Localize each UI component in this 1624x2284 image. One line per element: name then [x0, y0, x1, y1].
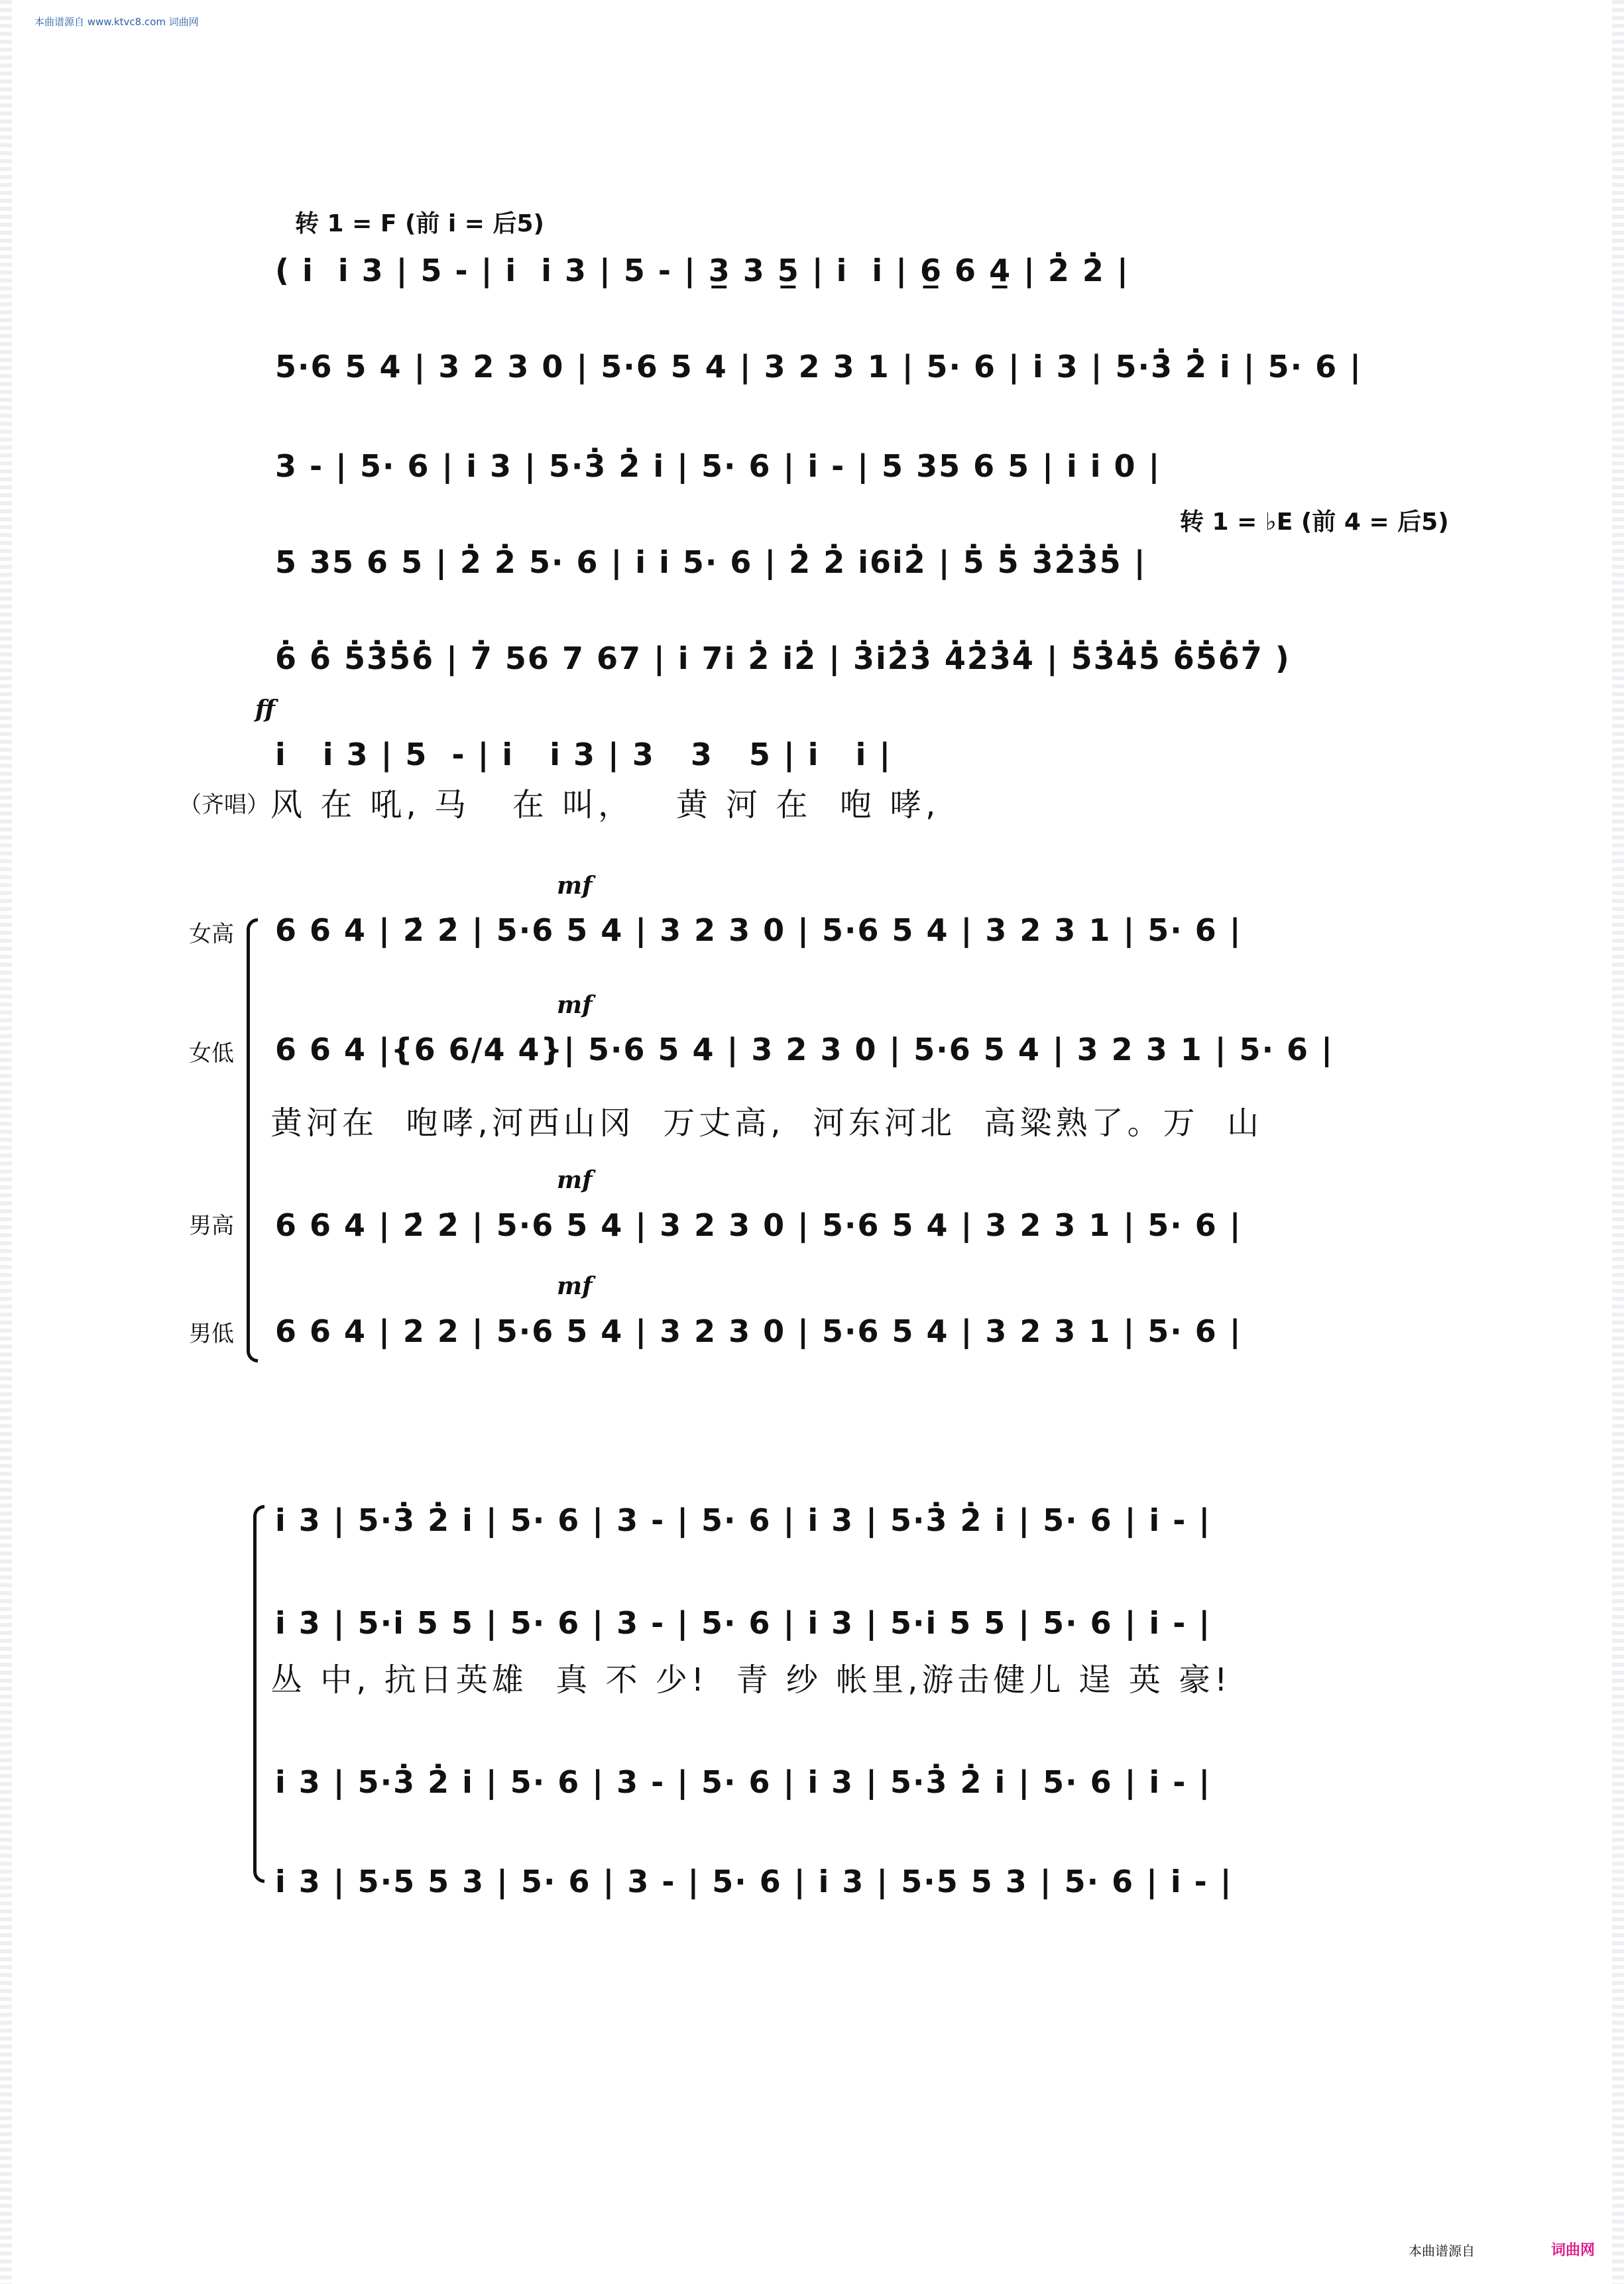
part-label-soprano: 女高 — [189, 921, 234, 947]
choir-bracket — [247, 918, 258, 1362]
intro-line-1: ( i̇ i̇ 3 | 5 - | i̇ i̇ 3 | 5 - | 3̲ 3 5̲ | i̇ i̇ | 6̲ 6 4̲ | 2̇ 2̇ | — [275, 253, 1130, 288]
dynamic-mf-4: mf — [557, 1272, 593, 1300]
final-lyrics: 丛 中, 抗日英雄 真 不 少! 青 纱 帐里,游击健儿 逞 英 豪! — [270, 1661, 1232, 1699]
final-system-bracket — [253, 1505, 264, 1883]
part-label-bass: 男低 — [189, 1321, 234, 1347]
tutti-lyrics: 风 在 吼, 马 在 叫， 黄 河 在 咆 哮, — [270, 786, 940, 823]
header-source-text: 本曲谱源自 www.ktvc8.com 词曲网 — [34, 16, 199, 28]
choir-lyrics: 黄河在 咆哮,河西山冈 万丈高, 河东河北 高粱熟了。万 山 — [270, 1105, 1263, 1142]
part-label-alto: 女低 — [189, 1040, 234, 1067]
part-notes-alto: 6 6 4 |{6 6/4 4}| 5·6 5 4 | 3 2 3 0 | 5·6 5 4 | 3 2 3 1 | 5· 6 | — [275, 1032, 1334, 1067]
intro-line-2: 5·6 5 4 | 3 2 3 0 | 5·6 5 4 | 3 2 3 1 | 5· 6 | i̇ 3 | 5·3̇ 2̇ i̇ | 5· 6 | — [275, 349, 1362, 385]
tutti-notes: i̇ i̇ 3 | 5 - | i̇ i̇ 3 | 3 3 5 | i̇ i̇ | — [275, 737, 892, 772]
part-label-tenor: 男高 — [189, 1213, 234, 1239]
footer-source-label: 本曲谱源自 — [1409, 2243, 1475, 2259]
dynamic-mf-1: mf — [557, 872, 593, 900]
final-part-1: i̇ 3 | 5·3̇ 2̇ i̇ | 5· 6 | 3 - | 5· 6 | i̇ 3 | 5·3̇ 2̇ i̇ | 5· 6 | i̇ - | — [275, 1502, 1212, 1538]
final-part-2: i̇ 3 | 5·i̇ 5 5 | 5· 6 | 3 - | 5· 6 | i̇ 3 | 5·i̇ 5 5 | 5· 6 | i̇ - | — [275, 1605, 1212, 1641]
footer-brand-link[interactable]: 词曲网 — [1551, 2242, 1595, 2259]
intro-line-4: 5 35 6 5 | 2̇ 2̇ 5· 6 | i̇ i̇ 5· 6 | 2̇ 2̇ i̇6i̇2̇ | 5̇ 5̇ 3̇2̇3̇5̇ | — [275, 544, 1147, 580]
part-notes-bass: 6 6 4 | 2 2 | 5·6 5 4 | 3 2 3 0 | 5·6 5 4 | 3 2 3 1 | 5· 6 | — [275, 1313, 1242, 1349]
final-part-4: i̇ 3 | 5·5 5 3 | 5· 6 | 3 - | 5· 6 | i̇ 3 | 5·5 5 3 | 5· 6 | i̇ - | — [275, 1864, 1233, 1899]
dynamic-mf-2: mf — [557, 991, 593, 1019]
part-notes-tenor: 6 6 4 | 2̇ 2̇ | 5·6 5 4 | 3 2 3 0 | 5·6 5 4 | 3 2 3 1 | 5· 6 | — [275, 1207, 1242, 1243]
intro-line-3: 3 - | 5· 6 | i̇ 3 | 5·3̇ 2̇ i̇ | 5· 6 | i̇ - | 5 35 6 5 | i̇ i̇ 0 | — [275, 448, 1161, 484]
final-part-3: i̇ 3 | 5·3̇ 2̇ i̇ | 5· 6 | 3 - | 5· 6 | i̇ 3 | 5·3̇ 2̇ i̇ | 5· 6 | i̇ - | — [275, 1764, 1212, 1800]
intro-line-5: 6̇ 6̇ 5̇3̇5̇6̇ | 7̇ 56 7 67 | i̇ 7i̇ 2̇ i̇2̇ | 3̇i̇2̇3̇ 4̇2̇3̇4̇ | 5̇3̇4̇5̇ 6̇5̇6̇7̇ ) — [275, 640, 1291, 676]
right-edge-watermark — [1612, 0, 1624, 2284]
tutti-label: （齐唱） — [179, 792, 269, 818]
dynamic-mf-3: mf — [557, 1166, 593, 1194]
part-notes-soprano: 6 6 4 | 2̇ 2̇ | 5·6 5 4 | 3 2 3 0 | 5·6 5 4 | 3 2 3 1 | 5· 6 | — [275, 912, 1242, 948]
key-signature-intro: 转 1 = F (前 i̇ = 后5) — [295, 210, 544, 237]
left-edge-watermark — [0, 0, 12, 2284]
dynamic-ff: ff — [255, 695, 275, 723]
key-signature-change: 转 1 = ♭E (前 4 = 后5) — [1180, 509, 1449, 536]
